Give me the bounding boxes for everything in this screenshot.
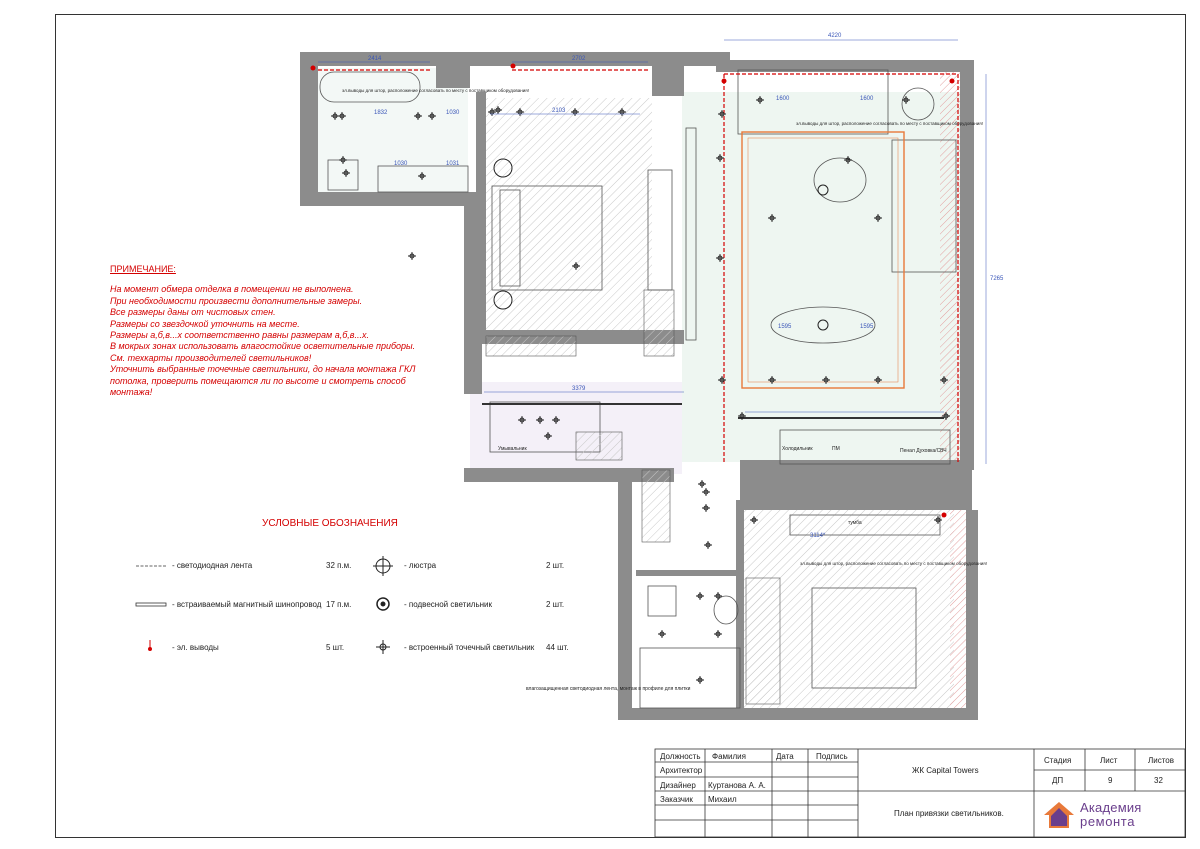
note-line: Размеры со звездочкой уточнить на месте.	[110, 318, 300, 329]
dim-top: 4220	[828, 33, 842, 39]
legend-led-qty: 32 п.м.	[326, 561, 352, 570]
dim-dining-r: 1595	[860, 324, 874, 330]
spotlight-cross	[704, 541, 712, 549]
tb-sheet-value: 9	[1108, 776, 1113, 785]
sink-label: Умывальник	[498, 446, 527, 452]
legend-spot-qty: 44 шт.	[546, 643, 569, 652]
spotlight-cross	[696, 592, 704, 600]
tb-header-date: Дата	[776, 752, 794, 761]
legend-chandelier-label: - люстра	[404, 561, 437, 570]
note-line: Все размеры даны от чистовых стен.	[110, 307, 276, 318]
tb-role-client: Заказчик	[660, 795, 693, 804]
note-line: потолка, проверить помещаются ли по высоте и смотреть способ	[110, 375, 406, 386]
tb-sheets-value: 32	[1154, 776, 1163, 785]
fridge-label: Холодильник	[782, 446, 813, 452]
dim-corridor: 3379	[572, 386, 586, 392]
dim-bed2: 3114*	[810, 533, 826, 539]
logo-line-2: ремонта	[1080, 814, 1136, 829]
outlet-note-bath: эл.выводы для штор, расположение согласовать по месту с поставщиком оборудования!	[342, 88, 529, 93]
note-line: В мокрых зонах использовать влагостойкие осветительные приборы.	[110, 341, 416, 352]
legend-track-qty: 17 п.м.	[326, 600, 352, 609]
dim-bath-a: 1030	[446, 110, 460, 116]
spotlight-cross	[714, 592, 722, 600]
academy-logo	[1042, 800, 1172, 834]
tb-sheets-header: Листов	[1148, 756, 1174, 765]
legend-spot-label: - встроенный точечный светильник	[404, 643, 535, 652]
note-line: монтажа!	[110, 387, 153, 398]
spotlight-cross	[658, 630, 666, 638]
cabinet-label: тумба	[848, 520, 862, 526]
spotlight-cross	[702, 488, 710, 496]
spotlight-cross	[702, 504, 710, 512]
tb-header-name: Фамилия	[712, 752, 746, 761]
tb-sheet-title: План привязки светильников.	[894, 809, 1004, 818]
tb-role-architect: Архитектор	[660, 766, 703, 775]
notes-block	[110, 264, 450, 398]
dim-hall-top: 2702	[572, 56, 586, 62]
legend-pendant-qty: 2 шт.	[546, 600, 565, 609]
dim-bath-c: 1031	[446, 161, 460, 167]
dim-living-l: 1600	[776, 96, 790, 102]
strip-note: влагозащищенная светодиодная лента, монтаж в профиле для плитки	[526, 686, 691, 692]
note-line: Размеры а,б,в...х соответственно равны размерам а,б,в...х.	[110, 330, 369, 341]
note-line: При необходимости произвести дополнительные замеры.	[110, 295, 363, 306]
dim-living-r: 1600	[860, 96, 874, 102]
tb-stage-value: ДП	[1052, 776, 1064, 785]
tb-project: ЖК Capital Towers	[912, 766, 979, 775]
dim-bath-top: 2414	[368, 56, 382, 62]
legend-title: УСЛОВНЫЕ ОБОЗНАЧЕНИЯ	[262, 518, 398, 529]
note-line: Уточнить выбранные точечные светильники, до начала монтажа ГКЛ	[110, 364, 416, 375]
dim-height: 7265	[990, 276, 1004, 282]
dishwasher-label: ПМ	[832, 446, 840, 452]
legend-outlet-qty: 5 шт.	[326, 643, 345, 652]
legend-led-label: - светодиодная лента	[172, 561, 253, 570]
tb-sheet-header: Лист	[1100, 756, 1118, 765]
spotlight-cross	[698, 480, 706, 488]
note-line: См. техкарты производителей светильников!	[110, 352, 312, 363]
dim-bed1: 2103	[552, 108, 566, 114]
note-line: На момент обмера отделка в помещении не выполнена.	[110, 284, 354, 295]
oven-label: Пенал Духовка/СВЧ	[900, 448, 947, 454]
dim-bath-b: 1832	[374, 110, 388, 116]
legend-track-label: - встраиваемый магнитный шинопровод	[172, 600, 322, 609]
tb-role-designer: Дизайнер	[660, 781, 696, 790]
tb-header-role: Должность	[660, 752, 701, 761]
dim-dining-l: 1595	[778, 324, 792, 330]
notes-title: ПРИМЕЧАНИЕ:	[110, 264, 176, 274]
dim-bath-d: 1030	[394, 161, 408, 167]
logo-line-1: Академия	[1080, 800, 1142, 815]
legend-chandelier-qty: 2 шт.	[546, 561, 565, 570]
house-logo-icon	[1042, 800, 1076, 830]
tb-name-client: Михаил	[708, 795, 737, 804]
tb-stage-header: Стадия	[1044, 756, 1072, 765]
spotlight-cross	[714, 630, 722, 638]
outlet-note-living: эл.выводы для штор, расположение согласовать по месту с поставщиком оборудования!	[796, 121, 983, 126]
tb-name-designer: Куртанова А. А.	[708, 781, 766, 790]
spotlight-cross	[408, 252, 416, 260]
outlet-note-bedroom: эл.выводы для штор, расположение согласовать по месту с поставщиком оборудования!	[800, 561, 987, 566]
tb-header-sign: Подпись	[816, 752, 848, 761]
spotlight-cross	[696, 676, 704, 684]
legend-outlet-label: - эл. выводы	[172, 643, 219, 652]
legend-pendant-label: - подвесной светильник	[404, 600, 493, 609]
